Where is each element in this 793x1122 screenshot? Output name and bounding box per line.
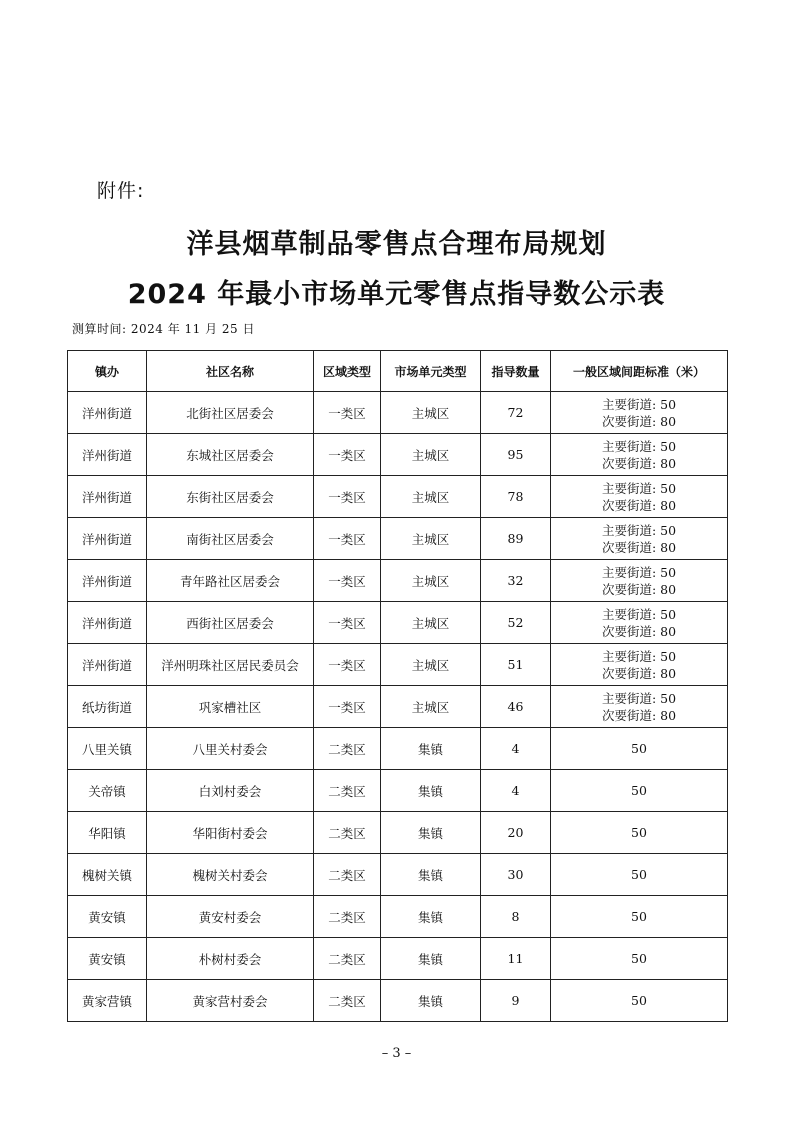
cell-unit-type: 集镇: [381, 854, 481, 896]
cell-area-type: 一类区: [314, 518, 381, 560]
distance-secondary-street: 次要街道: 80: [601, 497, 677, 513]
cell-unit-type: 主城区: [381, 686, 481, 728]
cell-count: 89: [481, 518, 551, 560]
table-row: [68, 686, 728, 728]
cell-distance: [551, 476, 728, 518]
cell-unit-type: 主城区: [381, 434, 481, 476]
cell-distance: 50: [551, 812, 728, 854]
cell-community: 洋州明珠社区居民委员会: [147, 644, 314, 686]
cell-community: 东城社区居委会: [147, 434, 314, 476]
cell-area-type: 一类区: [314, 686, 381, 728]
distance-secondary-street: 次要街道: 80: [601, 539, 677, 555]
cell-community: 南街社区居委会: [147, 518, 314, 560]
cell-community: 黄家营村委会: [147, 980, 314, 1022]
cell-town: 洋州街道: [68, 560, 147, 602]
header-area-type: 区域类型: [314, 351, 381, 392]
document-title-line-1: 洋县烟草制品零售点合理布局规划: [186, 229, 607, 260]
table-header-row: [68, 351, 728, 392]
header-distance: 一般区域间距标准（米）: [551, 351, 728, 392]
table-row: [68, 602, 728, 644]
cell-area-type: 一类区: [314, 476, 381, 518]
cell-distance: 50: [551, 770, 728, 812]
page-number: – 3 –: [381, 1046, 412, 1061]
document-title-line-2: 2024 年最小市场单元零售点指导数公示表: [127, 279, 666, 310]
cell-area-type: 二类区: [314, 728, 381, 770]
cell-community: 东街社区居委会: [147, 476, 314, 518]
cell-town: 洋州街道: [68, 518, 147, 560]
cell-distance: [551, 392, 728, 434]
distance-secondary-street: 次要街道: 80: [601, 623, 677, 639]
table-row: [68, 896, 728, 938]
cell-town: 黄安镇: [68, 896, 147, 938]
distance-secondary-street: 次要街道: 80: [601, 707, 677, 723]
cell-community: 八里关村委会: [147, 728, 314, 770]
cell-unit-type: 集镇: [381, 896, 481, 938]
table-row: [68, 644, 728, 686]
cell-town: 洋州街道: [68, 392, 147, 434]
cell-unit-type: 集镇: [381, 812, 481, 854]
distance-main-street: 主要街道: 50: [601, 522, 677, 538]
cell-count: 11: [481, 938, 551, 980]
cell-community: 白刘村委会: [147, 770, 314, 812]
cell-town: 洋州街道: [68, 644, 147, 686]
cell-count: 4: [481, 728, 551, 770]
cell-town: 八里关镇: [68, 728, 147, 770]
table-row: [68, 938, 728, 980]
cell-unit-type: 主城区: [381, 560, 481, 602]
cell-distance: [551, 644, 728, 686]
distance-main-street: 主要街道: 50: [601, 480, 677, 496]
table-row: [68, 518, 728, 560]
cell-count: 8: [481, 896, 551, 938]
cell-count: 52: [481, 602, 551, 644]
table-row: [68, 392, 728, 434]
cell-unit-type: 集镇: [381, 770, 481, 812]
cell-unit-type: 主城区: [381, 518, 481, 560]
distance-secondary-street: 次要街道: 80: [601, 413, 677, 429]
cell-unit-type: 主城区: [381, 392, 481, 434]
cell-distance: [551, 686, 728, 728]
cell-count: 20: [481, 812, 551, 854]
cell-count: 32: [481, 560, 551, 602]
table-row: [68, 728, 728, 770]
header-unit-type: 市场单元类型: [381, 351, 481, 392]
cell-town: 洋州街道: [68, 476, 147, 518]
cell-count: 9: [481, 980, 551, 1022]
cell-distance: [551, 434, 728, 476]
cell-distance: 50: [551, 896, 728, 938]
cell-count: 51: [481, 644, 551, 686]
cell-distance: [551, 518, 728, 560]
cell-count: 78: [481, 476, 551, 518]
cell-unit-type: 主城区: [381, 602, 481, 644]
cell-town: 关帝镇: [68, 770, 147, 812]
cell-distance: 50: [551, 980, 728, 1022]
cell-unit-type: 集镇: [381, 980, 481, 1022]
cell-area-type: 二类区: [314, 980, 381, 1022]
cell-count: 4: [481, 770, 551, 812]
cell-area-type: 一类区: [314, 560, 381, 602]
cell-community: 青年路社区居委会: [147, 560, 314, 602]
cell-count: 72: [481, 392, 551, 434]
table-row: [68, 434, 728, 476]
cell-area-type: 二类区: [314, 938, 381, 980]
distance-secondary-street: 次要街道: 80: [601, 455, 677, 471]
cell-unit-type: 主城区: [381, 476, 481, 518]
header-community: 社区名称: [147, 351, 314, 392]
cell-town: 华阳镇: [68, 812, 147, 854]
cell-area-type: 二类区: [314, 770, 381, 812]
cell-area-type: 二类区: [314, 812, 381, 854]
cell-area-type: 一类区: [314, 644, 381, 686]
cell-community: 朴树村委会: [147, 938, 314, 980]
cell-town: 槐树关镇: [68, 854, 147, 896]
cell-count: 46: [481, 686, 551, 728]
cell-distance: 50: [551, 938, 728, 980]
cell-community: 槐树关村委会: [147, 854, 314, 896]
cell-area-type: 一类区: [314, 392, 381, 434]
cell-distance: 50: [551, 728, 728, 770]
cell-distance: [551, 602, 728, 644]
table-row: [68, 560, 728, 602]
cell-community: 巩家槽社区: [147, 686, 314, 728]
cell-distance: 50: [551, 854, 728, 896]
cell-area-type: 二类区: [314, 896, 381, 938]
cell-community: 黄安村委会: [147, 896, 314, 938]
cell-town: 黄家营镇: [68, 980, 147, 1022]
cell-area-type: 一类区: [314, 434, 381, 476]
measure-date: 测算时间: 2024 年 11 月 25 日: [72, 322, 256, 336]
cell-unit-type: 主城区: [381, 644, 481, 686]
cell-unit-type: 集镇: [381, 728, 481, 770]
cell-distance: [551, 560, 728, 602]
cell-unit-type: 集镇: [381, 938, 481, 980]
table-row: [68, 854, 728, 896]
distance-secondary-street: 次要街道: 80: [601, 581, 677, 597]
cell-area-type: 二类区: [314, 854, 381, 896]
table-row: [68, 476, 728, 518]
cell-town: 洋州街道: [68, 434, 147, 476]
cell-town: 黄安镇: [68, 938, 147, 980]
cell-town: 纸坊街道: [68, 686, 147, 728]
table-row: [68, 770, 728, 812]
cell-count: 30: [481, 854, 551, 896]
cell-community: 西街社区居委会: [147, 602, 314, 644]
cell-area-type: 一类区: [314, 602, 381, 644]
distance-main-street: 主要街道: 50: [601, 606, 677, 622]
cell-count: 95: [481, 434, 551, 476]
header-count: 指导数量: [481, 351, 551, 392]
cell-town: 洋州街道: [68, 602, 147, 644]
table-row: [68, 980, 728, 1022]
header-town: 镇办: [68, 351, 147, 392]
distance-main-street: 主要街道: 50: [601, 648, 677, 664]
cell-community: 华阳街村委会: [147, 812, 314, 854]
distance-main-street: 主要街道: 50: [601, 438, 677, 454]
distance-main-street: 主要街道: 50: [601, 564, 677, 580]
distance-main-street: 主要街道: 50: [601, 690, 677, 706]
distance-main-street: 主要街道: 50: [601, 396, 677, 412]
cell-community: 北街社区居委会: [147, 392, 314, 434]
retail-point-table: [67, 350, 728, 1022]
attachment-label: 附件:: [97, 180, 145, 202]
table-row: [68, 812, 728, 854]
distance-secondary-street: 次要街道: 80: [601, 665, 677, 681]
